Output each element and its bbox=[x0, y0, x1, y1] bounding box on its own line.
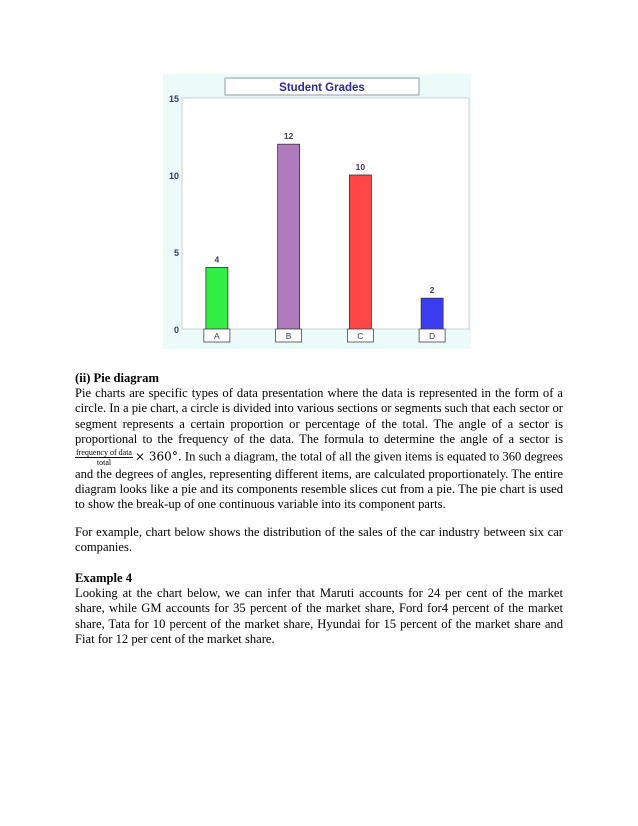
pie-diagram-heading: (ii) Pie diagram bbox=[75, 371, 159, 385]
y-tick-label: 15 bbox=[168, 94, 179, 104]
example-4-heading: Example 4 bbox=[75, 571, 133, 585]
pie-diagram-paragraph bbox=[75, 386, 563, 513]
chart-title: Student Grades bbox=[279, 82, 365, 94]
formula-denominator: total bbox=[96, 457, 112, 467]
bar-value-label: 10 bbox=[355, 162, 366, 172]
bar-value-label: 2 bbox=[429, 285, 435, 296]
example-intro-paragraph: For example, chart below shows the distribution of the sales of the car industry between six car companies. bbox=[75, 525, 563, 555]
bar bbox=[349, 175, 371, 329]
bar bbox=[278, 144, 300, 329]
bar bbox=[206, 267, 228, 329]
student-grades-chart bbox=[163, 74, 471, 349]
angle-formula-fraction bbox=[75, 448, 133, 467]
pie-text-part1: Pie charts are specific types of data presentation where the data is represented in the form of a circle. In a pie chart, a circle is divided into various sections or segments such that each sector or segment represents a certain proportion or percentage of the total. The angle of a sector is proportional to the frequency of the data. The formula to determine the angle of a sector is bbox=[75, 386, 563, 447]
pie-text-part2: In such a diagram, the total of all the given items is equated to 360 degrees and the degrees of angles, representing different items, are calculated proportionately. The entire diagram looks like a pie and its components resemble slices cut from a pie. The pie chart is used to show the break-up of one continuous variable into its component parts. bbox=[75, 449, 563, 512]
formula-numerator: frequency of data bbox=[76, 447, 132, 457]
x-tick-label: A bbox=[214, 331, 220, 341]
x-tick-label: C bbox=[357, 331, 364, 341]
bar-value-label: 12 bbox=[283, 131, 294, 142]
example-4-paragraph: Looking at the chart below, we can infer that Maruti accounts for 24 per cent of the market share, while GM accounts for 35 percent of the market share, Ford for4 percent of the market share, Tata for 10 percent of the market share, Hyundai for 15 percent of the market share and Fiat for 12 per cent of the market share. bbox=[75, 586, 563, 647]
x-tick-label: D bbox=[429, 331, 436, 341]
y-tick-label: 5 bbox=[173, 248, 179, 258]
x-tick-label: B bbox=[285, 331, 292, 341]
formula-multiplier: × 360°. bbox=[134, 449, 182, 464]
y-tick-label: 0 bbox=[173, 325, 179, 335]
bar-value-label: 4 bbox=[214, 254, 220, 265]
bar bbox=[421, 298, 443, 329]
y-tick-label: 10 bbox=[168, 171, 179, 181]
